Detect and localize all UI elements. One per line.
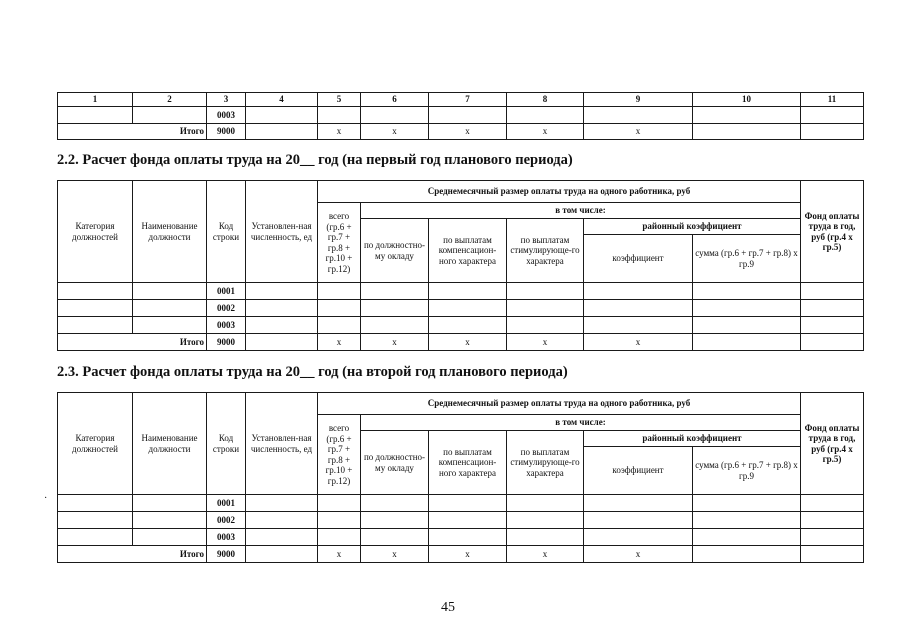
total-label: Итого [58, 334, 207, 351]
header-sum-formula: сумма (гр.6 + гр.7 + гр.8) х гр.9 [693, 235, 801, 283]
header-regional: районный коэффициент [584, 431, 801, 447]
x-mark: x [429, 546, 507, 563]
header-compensation: по выплатам компенсацион-ного характера [429, 431, 507, 495]
x-mark: x [318, 334, 361, 351]
table-row [58, 512, 864, 529]
col-number: 6 [361, 93, 429, 107]
col-number: 9 [584, 93, 693, 107]
header-incentive: по выплатам стимулирующе-го характера [507, 219, 584, 283]
header-category: Категория должностей [58, 393, 133, 495]
page-number: 45 [441, 600, 455, 615]
header-headcount: Установлен-ная численность, ед [246, 393, 318, 495]
col-number: 3 [207, 93, 246, 107]
x-mark: x [318, 546, 361, 563]
header-regional: районный коэффициент [584, 219, 801, 235]
total-row [58, 546, 864, 563]
total-code: 9000 [207, 546, 246, 563]
stray-mark: · [44, 493, 48, 504]
total-label: Итого [58, 124, 207, 140]
payroll-table-second-year [57, 392, 864, 563]
payroll-table-first-year [57, 180, 864, 351]
total-code: 9000 [207, 334, 246, 351]
header-position: Наименование должности [133, 393, 207, 495]
row-code: 0003 [207, 317, 246, 334]
header-incl: в том числе: [361, 203, 801, 219]
header-incl: в том числе: [361, 415, 801, 431]
header-position: Наименование должности [133, 181, 207, 283]
header-avg-salary: Среднемесячный размер оплаты труда на одного работника, руб [318, 181, 801, 203]
col-number: 7 [429, 93, 507, 107]
x-mark: x [507, 124, 584, 140]
x-mark: x [507, 546, 584, 563]
col-number: 11 [801, 93, 864, 107]
total-label: Итого [58, 546, 207, 563]
column-number-row [58, 93, 864, 107]
header-by-salary: по должностно-му окладу [361, 431, 429, 495]
table-row [58, 529, 864, 546]
total-code: 9000 [207, 124, 246, 140]
header-category: Категория должностей [58, 181, 133, 283]
row-code: 0001 [207, 495, 246, 512]
header-sum-formula: сумма (гр.6 + гр.7 + гр.8) х гр.9 [693, 447, 801, 495]
total-row [58, 124, 864, 140]
section-title: 2.3. Расчет фонда оплаты труда на 20__ год (на второй год планового периода) [57, 364, 568, 380]
header-code: Код строки [207, 393, 246, 495]
table-row [58, 317, 864, 334]
x-mark: x [361, 334, 429, 351]
header-avg-salary: Среднемесячный размер оплаты труда на одного работника, руб [318, 393, 801, 415]
header-coefficient: коэффициент [584, 235, 693, 283]
col-number: 8 [507, 93, 584, 107]
col-number: 1 [58, 93, 133, 107]
x-mark: x [429, 334, 507, 351]
x-mark: x [361, 124, 429, 140]
row-code: 0003 [207, 107, 246, 124]
table-row [58, 495, 864, 512]
header-total-incl: всего (гр.6 + гр.7 + гр.8 + гр.10 + гр.12) [318, 203, 361, 283]
table-row [58, 107, 864, 124]
x-mark: x [429, 124, 507, 140]
row-code: 0002 [207, 512, 246, 529]
row-code: 0001 [207, 283, 246, 300]
col-number: 5 [318, 93, 361, 107]
x-mark: x [584, 334, 693, 351]
row-code: 0003 [207, 529, 246, 546]
header-by-salary: по должностно-му окладу [361, 219, 429, 283]
col-number: 2 [133, 93, 207, 107]
x-mark: x [507, 334, 584, 351]
header-total-incl: всего (гр.6 + гр.7 + гр.8 + гр.10 + гр.12) [318, 415, 361, 495]
x-mark: x [361, 546, 429, 563]
x-mark: x [584, 124, 693, 140]
header-fund: Фонд оплаты труда в год, руб (гр.4 х гр.5) [801, 181, 864, 283]
x-mark: x [584, 546, 693, 563]
section-title: 2.2. Расчет фонда оплаты труда на 20__ год (на первый год планового периода) [57, 152, 573, 168]
header-coefficient: коэффициент [584, 447, 693, 495]
col-number: 4 [246, 93, 318, 107]
total-row [58, 334, 864, 351]
header-fund: Фонд оплаты труда в год, руб (гр.4 х гр.5) [801, 393, 864, 495]
continuation-table [57, 92, 864, 140]
x-mark: x [318, 124, 361, 140]
header-headcount: Установлен-ная численность, ед [246, 181, 318, 283]
header-code: Код строки [207, 181, 246, 283]
table-row [58, 283, 864, 300]
row-code: 0002 [207, 300, 246, 317]
col-number: 10 [693, 93, 801, 107]
header-incentive: по выплатам стимулирующе-го характера [507, 431, 584, 495]
table-row [58, 300, 864, 317]
header-compensation: по выплатам компенсацион-ного характера [429, 219, 507, 283]
